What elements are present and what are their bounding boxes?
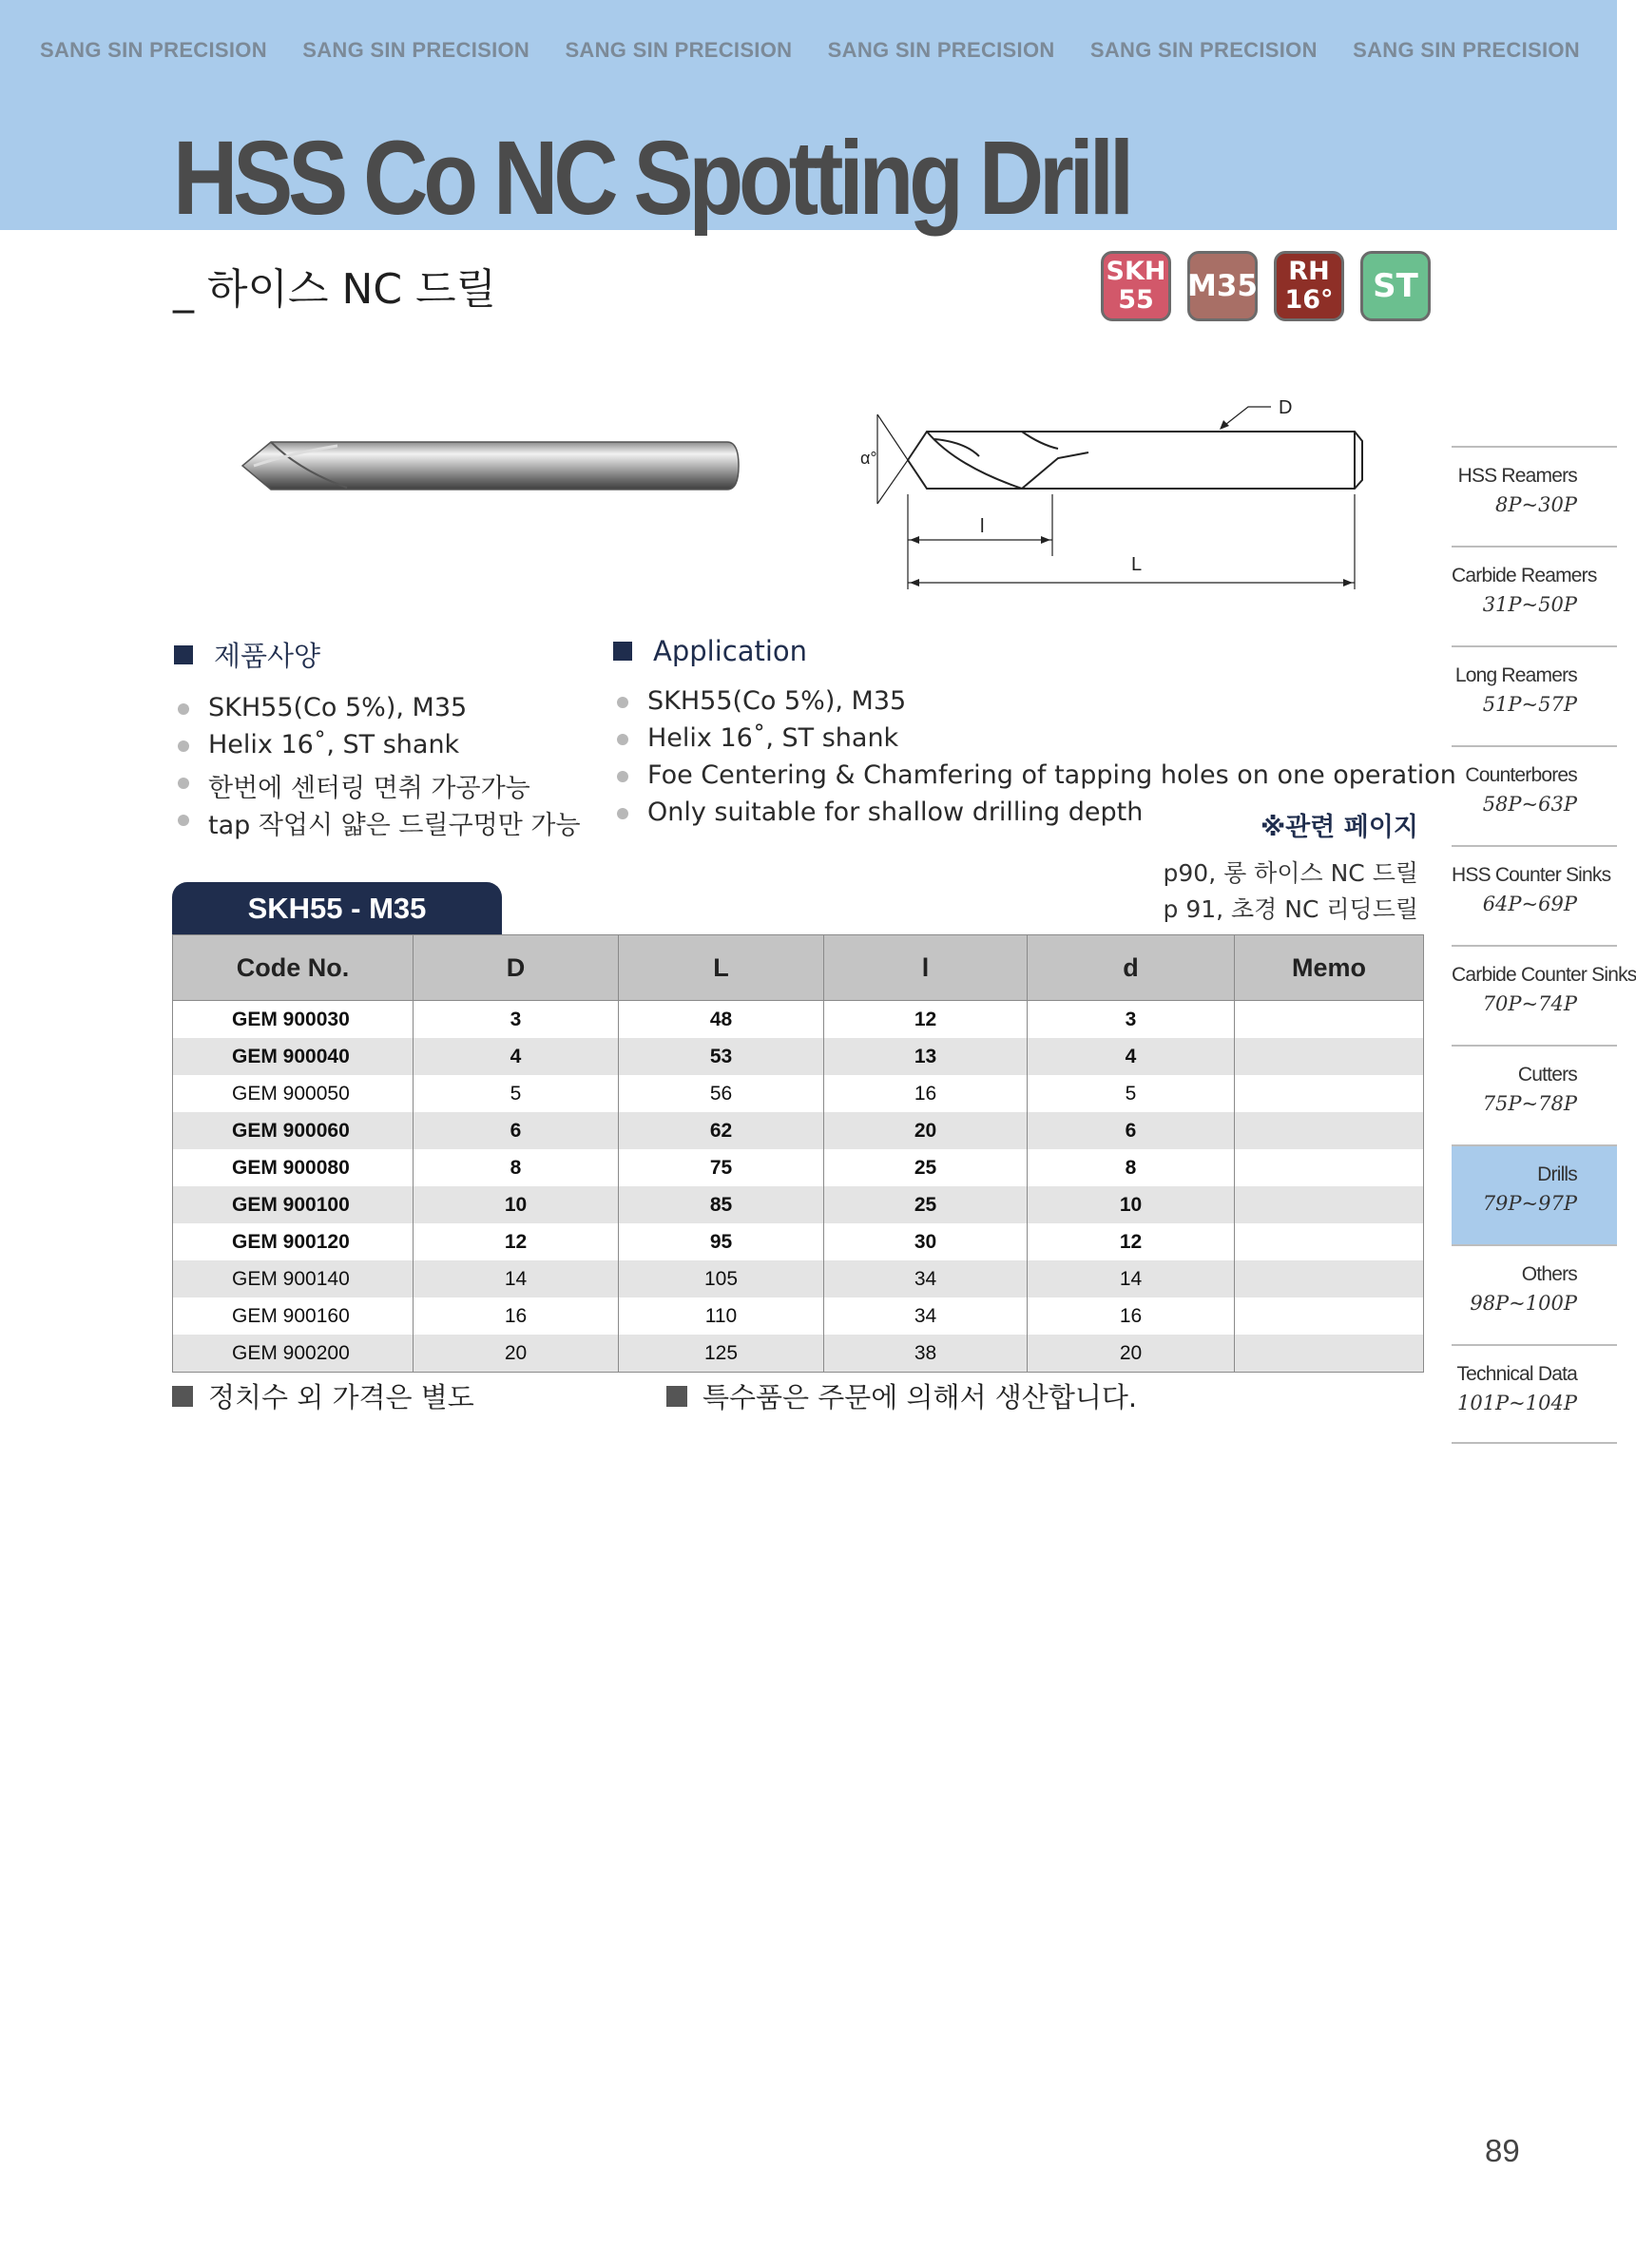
- brand-text: SANG SIN PRECISION: [302, 38, 530, 62]
- cell-D: 8: [414, 1149, 619, 1186]
- square-bullet-icon: [666, 1386, 687, 1407]
- side-nav-item-hss-counter-sinks[interactable]: HSS Counter Sinks 64P~69P: [1452, 845, 1617, 945]
- cell-d: 6: [1028, 1112, 1235, 1149]
- side-nav-item-others[interactable]: Others 98P~100P: [1452, 1244, 1617, 1344]
- cell-L: 105: [619, 1260, 824, 1297]
- cell-code: GEM 900140: [173, 1260, 414, 1297]
- cell-memo: [1235, 1112, 1424, 1149]
- application-section: [613, 635, 1456, 835]
- table-row: [173, 1223, 1424, 1260]
- table-row: [173, 1260, 1424, 1297]
- side-nav-item-cutters[interactable]: Cutters 75P~78P: [1452, 1045, 1617, 1144]
- cell-memo: [1235, 1038, 1424, 1075]
- cell-d: 20: [1028, 1335, 1235, 1373]
- square-bullet-icon: [172, 1386, 193, 1407]
- cell-l: 25: [824, 1186, 1028, 1223]
- cell-l: 30: [824, 1223, 1028, 1260]
- cell-d: 14: [1028, 1260, 1235, 1297]
- list-item: Only suitable for shallow drilling depth: [613, 798, 1456, 835]
- cell-l: 20: [824, 1112, 1028, 1149]
- table-row: [173, 1335, 1424, 1373]
- badge-m35: M35: [1187, 251, 1258, 321]
- drill-photo: [233, 432, 746, 499]
- spec-table: [172, 934, 1424, 1373]
- cell-D: 10: [414, 1186, 619, 1223]
- cell-d: 8: [1028, 1149, 1235, 1186]
- square-bullet-icon: [613, 642, 632, 661]
- side-nav: [1452, 446, 1636, 1444]
- col-header-l: l: [824, 935, 1028, 1001]
- cell-D: 6: [414, 1112, 619, 1149]
- brand-text: SANG SIN PRECISION: [827, 38, 1055, 62]
- cell-L: 62: [619, 1112, 824, 1149]
- side-nav-item-carbide-reamers[interactable]: Carbide Reamers 31P~50P: [1452, 546, 1617, 645]
- list-item: Foe Centering & Chamfering of tapping holes on one operation: [613, 760, 1456, 798]
- cell-L: 56: [619, 1075, 824, 1112]
- cell-d: 4: [1028, 1038, 1235, 1075]
- badge-st: ST: [1360, 251, 1431, 321]
- diagram-label-l: l: [980, 516, 985, 537]
- side-nav-item-technical-data[interactable]: Technical Data 101P~104P: [1452, 1344, 1617, 1444]
- side-nav-item-long-reamers[interactable]: Long Reamers 51P~57P: [1452, 645, 1617, 745]
- cell-code: GEM 900040: [173, 1038, 414, 1075]
- note-special-order: 특수품은 주문에 의해서 생산합니다.: [666, 1376, 1137, 1415]
- page-number: 89: [1485, 2133, 1520, 2168]
- cell-L: 95: [619, 1223, 824, 1260]
- related-pages: [1164, 806, 1418, 925]
- list-item: Helix 16˚, ST shank: [613, 723, 1456, 760]
- table-row: [173, 1149, 1424, 1186]
- cell-code: GEM 900120: [173, 1223, 414, 1260]
- side-nav-item-hss-reamers[interactable]: HSS Reamers 8P~30P: [1452, 446, 1617, 546]
- cell-D: 5: [414, 1075, 619, 1112]
- diagram-label-D: D: [1279, 397, 1293, 418]
- cell-d: 12: [1028, 1223, 1235, 1260]
- list-item: SKH55(Co 5%), M35: [174, 693, 581, 730]
- cell-D: 14: [414, 1260, 619, 1297]
- square-bullet-icon: [174, 645, 193, 664]
- cell-memo: [1235, 1075, 1424, 1112]
- cell-code: GEM 900030: [173, 1001, 414, 1039]
- cell-L: 75: [619, 1149, 824, 1186]
- cell-L: 53: [619, 1038, 824, 1075]
- col-header-D: D: [414, 935, 619, 1001]
- cell-d: 3: [1028, 1001, 1235, 1039]
- brand-text: SANG SIN PRECISION: [40, 38, 267, 62]
- badge-skh55: SKH 55: [1101, 251, 1171, 321]
- note-price: 정치수 외 가격은 별도: [172, 1376, 474, 1415]
- cell-code: GEM 900200: [173, 1335, 414, 1373]
- cell-memo: [1235, 1186, 1424, 1223]
- cell-d: 16: [1028, 1297, 1235, 1335]
- cell-memo: [1235, 1223, 1424, 1260]
- cell-code: GEM 900100: [173, 1186, 414, 1223]
- table-row: [173, 1038, 1424, 1075]
- table-tab-label: SKH55 - M35: [172, 882, 502, 935]
- cell-d: 10: [1028, 1186, 1235, 1223]
- brand-row: [40, 38, 1580, 63]
- brand-text: SANG SIN PRECISION: [1089, 38, 1318, 62]
- cell-l: 34: [824, 1260, 1028, 1297]
- cell-l: 38: [824, 1335, 1028, 1373]
- cell-D: 4: [414, 1038, 619, 1075]
- material-badges: [1101, 251, 1431, 321]
- cell-L: 48: [619, 1001, 824, 1039]
- cell-code: GEM 900160: [173, 1297, 414, 1335]
- cell-D: 20: [414, 1335, 619, 1373]
- cell-D: 3: [414, 1001, 619, 1039]
- list-item: Helix 16˚, ST shank: [174, 730, 581, 767]
- cell-l: 16: [824, 1075, 1028, 1112]
- cell-code: GEM 900060: [173, 1112, 414, 1149]
- list-item: SKH55(Co 5%), M35: [613, 686, 1456, 723]
- cell-memo: [1235, 1335, 1424, 1373]
- related-link[interactable]: p 91, 초경 NC 리딩드릴: [1163, 895, 1418, 923]
- col-header-L: L: [619, 935, 824, 1001]
- side-nav-item-carbide-counter-sinks[interactable]: Carbide Counter Sinks 70P~74P: [1452, 945, 1617, 1045]
- application-title: Application: [653, 635, 808, 667]
- cell-memo: [1235, 1297, 1424, 1335]
- brand-text: SANG SIN PRECISION: [1353, 38, 1580, 62]
- related-link[interactable]: p90, 롱 하이스 NC 드릴: [1163, 859, 1418, 887]
- table-row: [173, 1186, 1424, 1223]
- cell-L: 85: [619, 1186, 824, 1223]
- col-header-memo: Memo: [1235, 935, 1424, 1001]
- col-header-code: Code No.: [173, 935, 414, 1001]
- page-title: HSS Co NC Spotting Drill: [173, 120, 1130, 237]
- cell-d: 5: [1028, 1075, 1235, 1112]
- diagram-label-L: L: [1131, 554, 1143, 575]
- table-header-row: [173, 935, 1424, 1001]
- cell-memo: [1235, 1149, 1424, 1186]
- cell-memo: [1235, 1260, 1424, 1297]
- list-item: tap 작업시 얇은 드릴구멍만 가능: [174, 804, 581, 841]
- spec-section: [174, 635, 581, 841]
- cell-L: 125: [619, 1335, 824, 1373]
- cell-memo: [1235, 1001, 1424, 1039]
- side-nav-item-counterbores[interactable]: Counterbores 58P~63P: [1452, 745, 1617, 845]
- related-title: ※관련 페이지: [1260, 813, 1418, 842]
- diagram-label-angle: α°: [860, 449, 877, 468]
- brand-text: SANG SIN PRECISION: [565, 38, 793, 62]
- cell-code: GEM 900050: [173, 1075, 414, 1112]
- cell-D: 12: [414, 1223, 619, 1260]
- table-row: [173, 1001, 1424, 1039]
- side-nav-item-drills[interactable]: Drills 79P~97P: [1452, 1144, 1617, 1244]
- spec-title: 제품사양: [214, 640, 321, 672]
- cell-L: 110: [619, 1297, 824, 1335]
- table-row: [173, 1075, 1424, 1112]
- table-row: [173, 1112, 1424, 1149]
- drill-dimension-diagram: [841, 390, 1374, 599]
- cell-code: GEM 900080: [173, 1149, 414, 1186]
- list-item: 한번에 센터링 면취 가공가능: [174, 767, 581, 804]
- cell-D: 16: [414, 1297, 619, 1335]
- badge-rh16: RH 16°: [1274, 251, 1344, 321]
- cell-l: 25: [824, 1149, 1028, 1186]
- cell-l: 13: [824, 1038, 1028, 1075]
- cell-l: 34: [824, 1297, 1028, 1335]
- table-row: [173, 1297, 1424, 1335]
- cell-l: 12: [824, 1001, 1028, 1039]
- page-subtitle: _ 하이스 NC 드릴: [173, 265, 497, 314]
- col-header-d: d: [1028, 935, 1235, 1001]
